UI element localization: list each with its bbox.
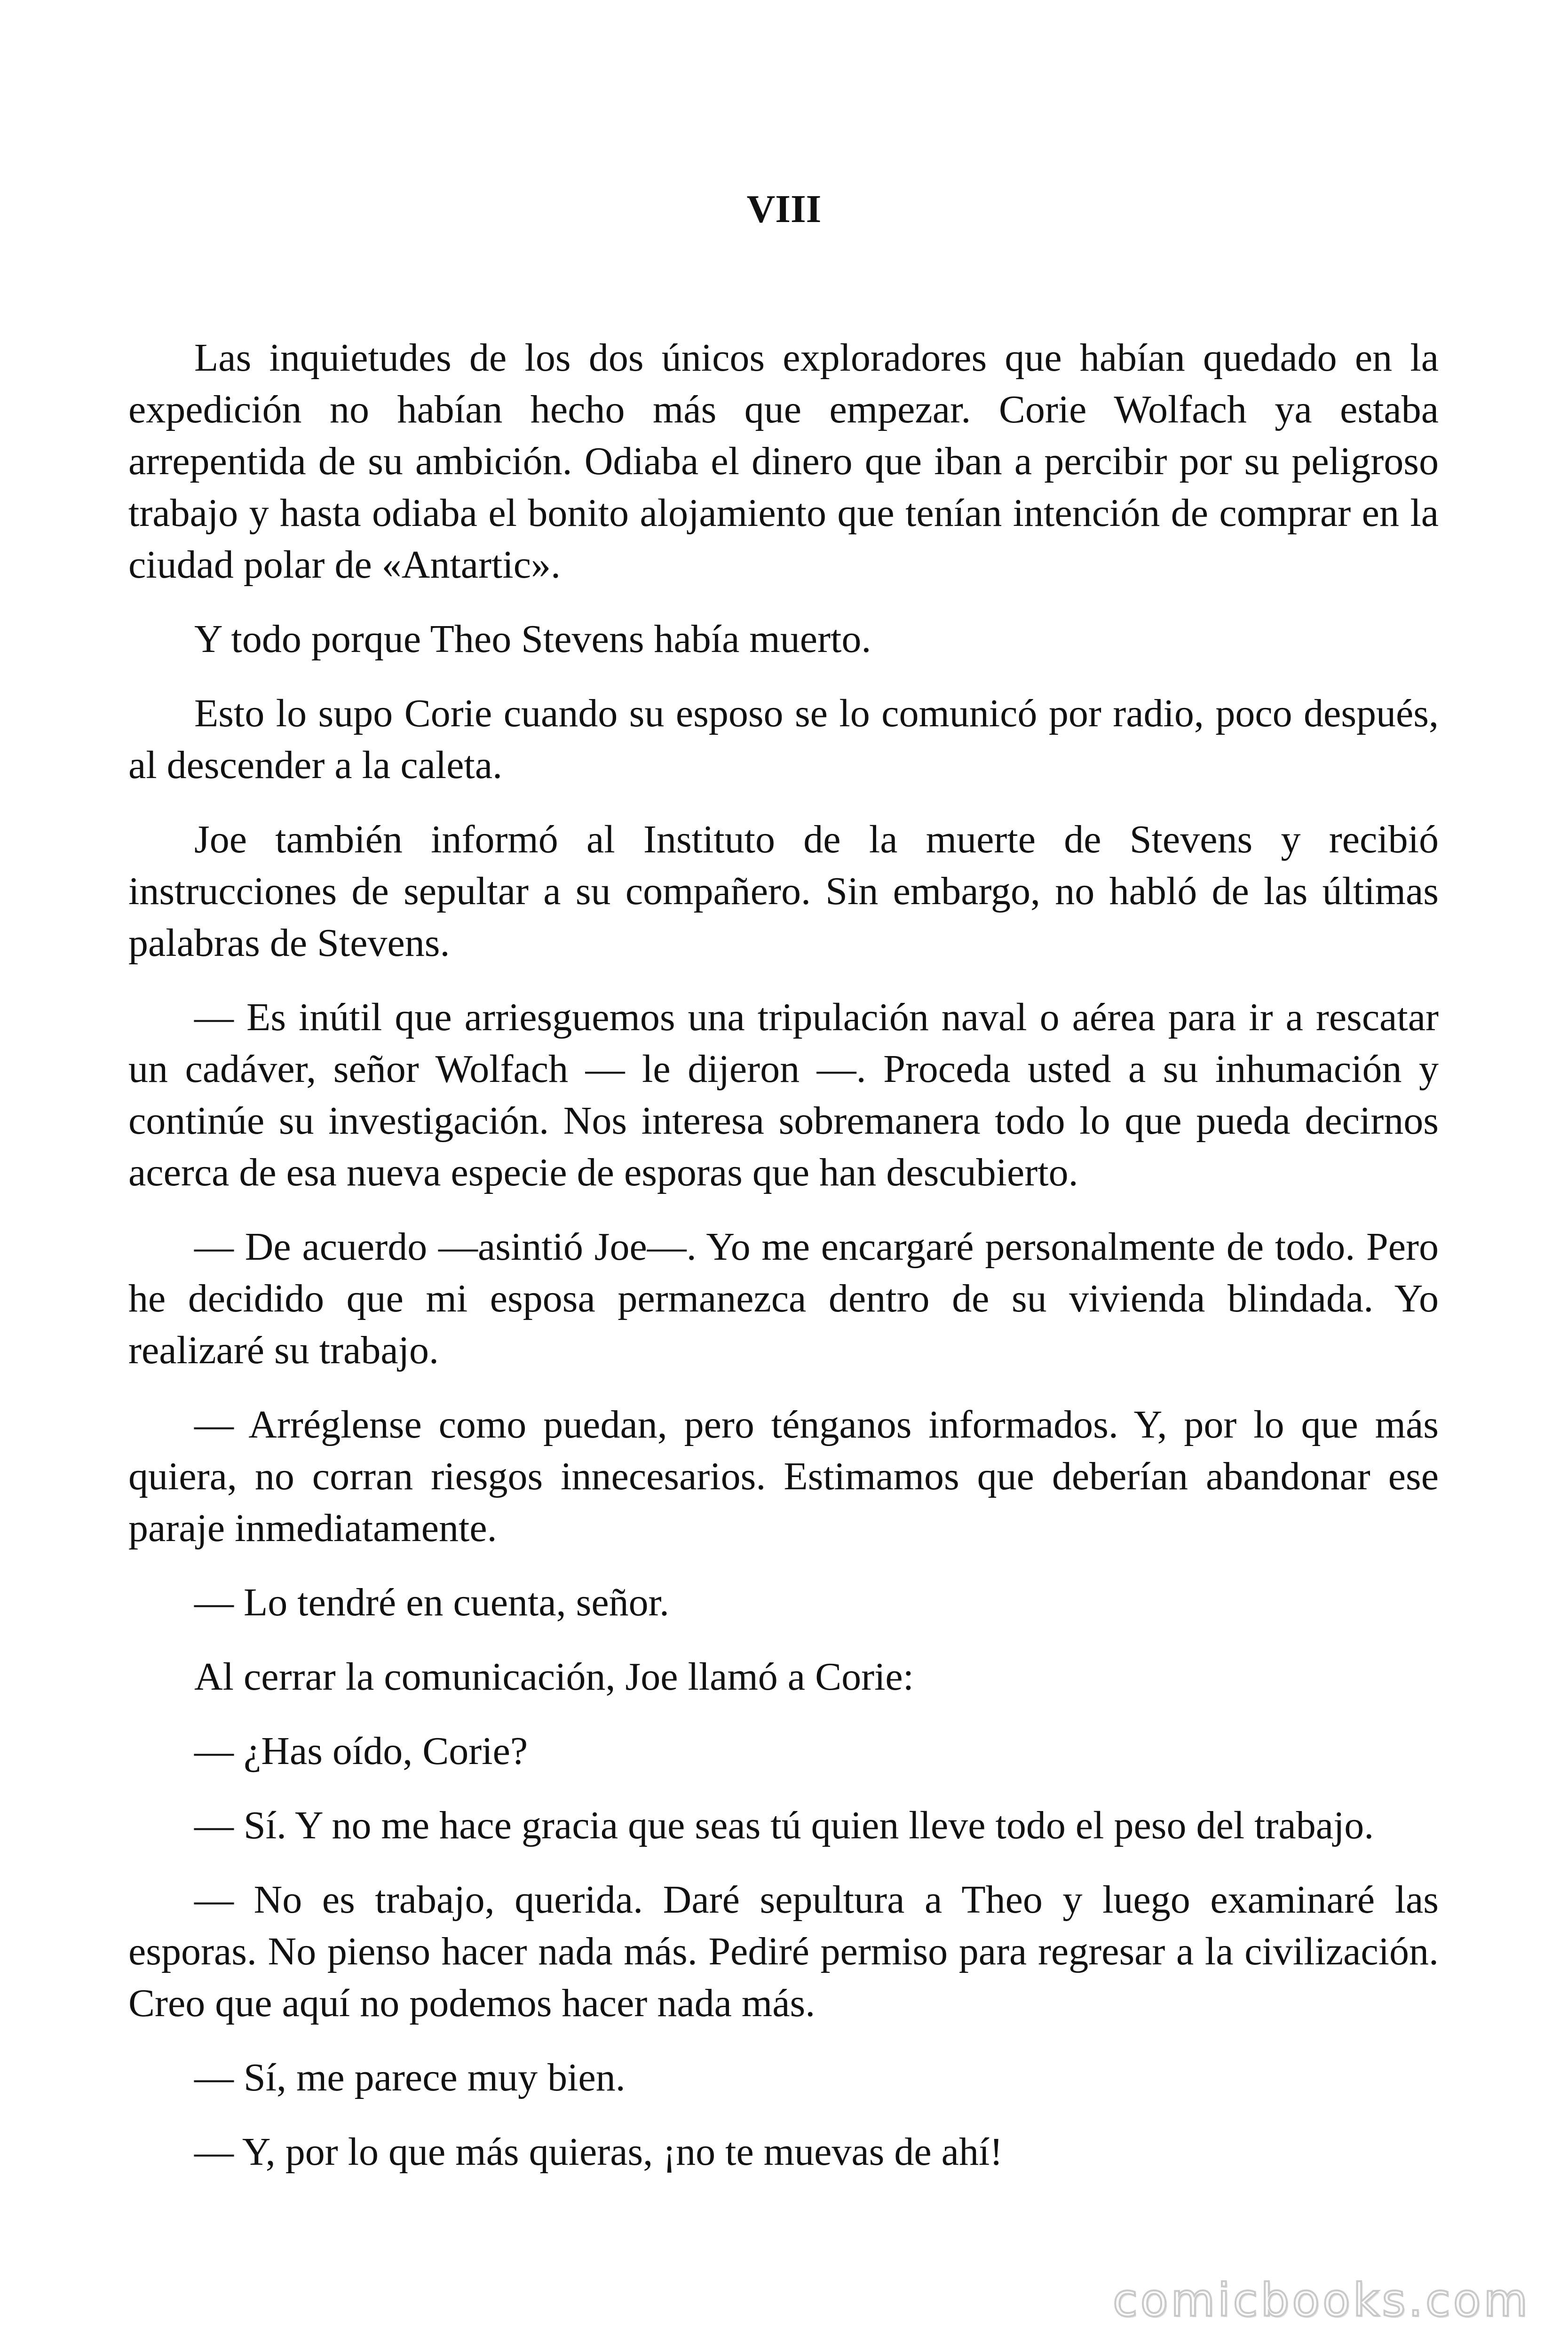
paragraph: — De acuerdo —asintió Joe—. Yo me encargaré personalmente de todo. Pero he decidido que mi esposa permanezca dentro de su vivienda blindada. Yo realizaré su trabajo. xyxy=(128,1225,1439,1372)
body-text xyxy=(128,332,1439,2201)
paragraph: Joe también informó al Instituto de la muerte de Stevens y recibió instrucciones de sepultar a su compañero. Sin embargo, no habló de las últimas palabras de Stevens. xyxy=(128,818,1439,965)
paragraph: — Sí, me parece muy bien. xyxy=(194,2056,626,2099)
paragraph: — Sí. Y no me hace gracia que seas tú quien lleve todo el peso del trabajo. xyxy=(194,1804,1374,1847)
paragraph: — Y, por lo que más quieras, ¡no te muevas de ahí! xyxy=(194,2130,1003,2174)
paragraph: Las inquietudes de los dos únicos exploradores que habían quedado en la expedición no habían hecho más que empezar. Corie Wolfach ya estaba arrepentida de su ambición. Odiaba el dinero que iban a percibir por su peligroso trabajo y hasta odiaba el bonito alojamiento que tenían intención de comprar en la ciudad polar de «Antartic». xyxy=(128,336,1439,587)
watermark: comicbooks.com xyxy=(1112,2274,1530,2327)
paragraph: — Arréglense como puedan, pero ténganos informados. Y, por lo que más quiera, no corran riesgos innecesarios. Estimamos que deberían abandonar ese paraje inmediatamente. xyxy=(128,1403,1439,1550)
paragraph: — No es trabajo, querida. Daré sepultura a Theo y luego examinaré las esporas. No pienso hacer nada más. Pediré permiso para regresar a la civilización. Creo que aquí no podemos hacer nada más. xyxy=(128,1878,1439,2025)
paragraph: — Es inútil que arriesguemos una tripulación naval o aérea para ir a rescatar un cadáver, señor Wolfach — le dijeron —. Proceda usted a su inhumación y continúe su investigación. Nos interesa sobremanera todo lo que pueda decirnos acerca de esa nueva especie de esporas que han descubierto. xyxy=(128,995,1439,1194)
paragraph: Al cerrar la comunicación, Joe llamó a Corie: xyxy=(194,1655,914,1699)
paragraph: — ¿Has oído, Corie? xyxy=(194,1729,528,1773)
paragraph: Esto lo supo Corie cuando su esposo se lo comunicó por radio, poco después, al descender a la caleta. xyxy=(128,691,1439,787)
paragraph: Y todo porque Theo Stevens había muerto. xyxy=(194,617,871,661)
paragraph: — Lo tendré en cuenta, señor. xyxy=(194,1581,669,1624)
chapter-title: VIII xyxy=(746,187,822,231)
